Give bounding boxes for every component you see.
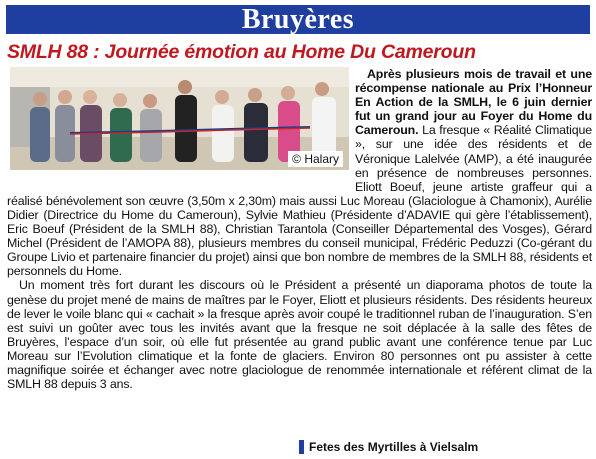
article-paragraph-1-text: La fresque « Réalité Climatique », sur une idée des résidents et de Véronique Lalelvée (AMP), a été inaugurée en présence de nombreuses personnes. Eliott Boeuf, jeune artiste graffeur qui a réalisé bénévolement son œuvre (3,50m x 2,30m) mais aussi Luc Moreau (Glaciologue à Chamonix), Aurélie Didier (Directrice du Home du Cameroun), Sylvie Mathieu (Présidente d’ADAVIE qui gère l’établissement), Eric Boeuf (Président de la SMLH 88), Christian Tarantola (Conseiller Départemental des Vosges), Gérard Michel (Président de l’AMOPA 88), plusieurs membres du conseil municipal, Frédéric Peduzzi (Co-gérant du Groupe Livio et partenaire financier du projet) ainsi que bon nombre de membres de la SMLH 88, résidents et personnels du Home. [7,123,592,279]
photo-float-space [7,67,355,184]
next-article-title: Fetes des Myrtilles à Vielsalm [309,440,479,454]
next-article-link[interactable] [299,440,478,454]
article-headline: SMLH 88 : Journée émotion au Home Du Cameroun [7,41,476,63]
article-body [7,67,592,391]
footer-marker [299,440,304,454]
article-paragraph-2: Un moment très fort durant les discours où le Président a présenté un diaporama photos de toute la genèse du projet mené de mains de maîtres par le Foyer, Eliott et plusieurs résidents. Des résidents heureux de lever le voile blanc qui « cachait » la fresque après avoir coupé le traditionnel ruban de l’inauguration. S’en est suivi un goûter avec tous les invités avant que la fresque ne soit déplacée à la salle des fêtes de Bruyères, l’espace d’un soir, où elle fut présentée au grand public avant une conférence tenue par Luc Moreau sur l’Evolution climatique et la fonte de glaciers. Environ 80 personnes ont pu assister à cette magnifique soirée et échanger avec notre glaciologue de renommée internationale et référent climat de la SMLH 88 depuis 3 ans. [7,278,592,392]
article-lead: Après plusieurs mois de travail et une récompense nationale au Prix l’Honneur En Action de la SMLH, le 6 juin dernier fut un grand jour au Foyer du Home du Cameroun. [355,67,592,138]
section-title: Bruyères [241,4,355,35]
photo-credit: © Halary [288,151,343,167]
section-banner [6,5,590,34]
